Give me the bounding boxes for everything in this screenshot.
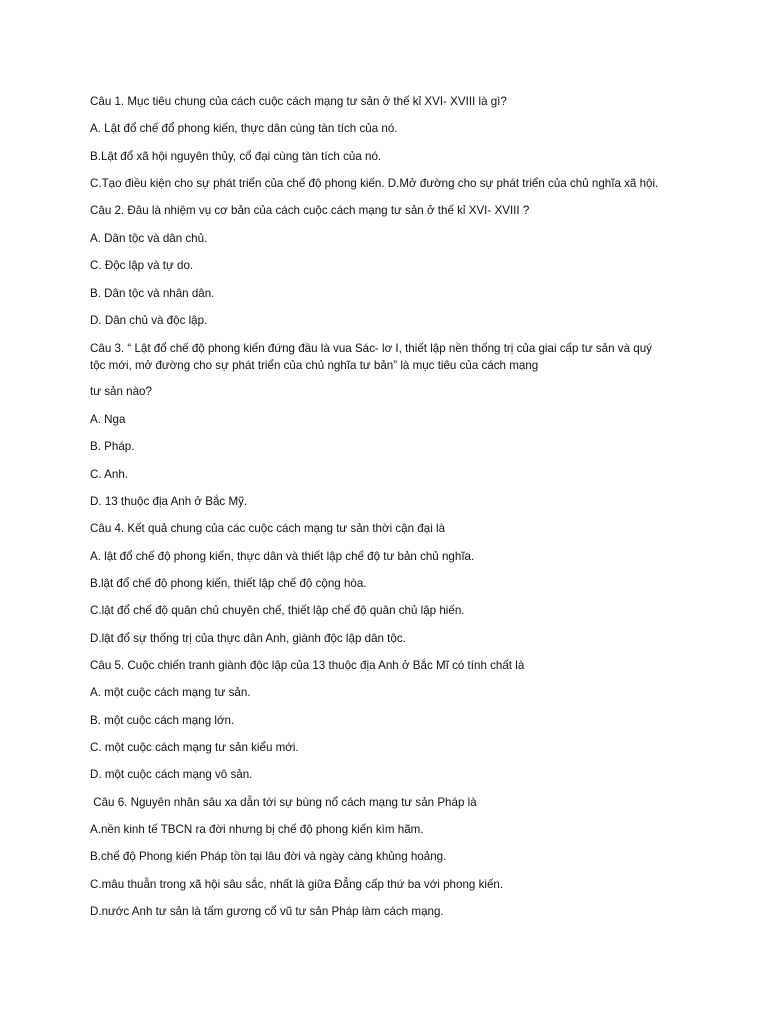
question-4: Câu 4. Kết quả chung của các cuộc cách mạng tư sản thời cận đại là: [90, 522, 446, 535]
answer-1cd: C.Tạo điều kiện cho sự phát triển của chế độ phong kiến. D.Mở đường cho sự phát triển của chủ nghĩa xã hội.: [90, 177, 659, 190]
answer-2b: B. Dân tộc và nhân dân.: [90, 287, 215, 300]
question-3-continued: tư sản nào?: [90, 385, 152, 398]
answer-4a: A. lật đổ chế độ phong kiến, thực dân và thiết lập chế độ tư bản chủ nghĩa.: [90, 550, 475, 563]
answer-4b: B.lật đổ chế độ phong kiến, thiết lập chế độ cộng hòa.: [90, 577, 367, 590]
answer-3c: C. Anh.: [90, 468, 129, 481]
question-1: Câu 1. Mục tiêu chung của cách cuộc cách mạng tư sản ở thế kỉ XVI- XVIII là gì?: [90, 95, 507, 108]
answer-4d: D.lật đổ sự thống trị của thực dân Anh, giành độc lập dân tộc.: [90, 632, 406, 645]
question-2: Câu 2. Đâu là nhiệm vụ cơ bản của cách cuộc cách mạng tư sản ở thế kỉ XVI- XVIII ?: [90, 204, 530, 217]
answer-2a: A. Dân tộc và dân chủ.: [90, 232, 208, 245]
answer-3d: D. 13 thuộc địa Anh ở Bắc Mỹ.: [90, 495, 248, 508]
answer-3a: A. Nga: [90, 413, 126, 426]
question-5: Câu 5. Cuộc chiến tranh giành độc lập của 13 thuộc địa Anh ở Bắc Mĩ có tính chất là: [90, 659, 525, 672]
answer-1a: A. Lật đổ chế đổ phong kiến, thực dân cùng tàn tích của nó.: [90, 122, 398, 135]
answer-5c: C. một cuộc cách mạng tư sản kiểu mới.: [90, 741, 299, 754]
question-6: Câu 6. Nguyên nhân sâu xa dẫn tới sự bùng nổ cách mạng tư sản Pháp là: [90, 796, 477, 809]
answer-5d: D. một cuộc cách mạng vô sản.: [90, 768, 253, 781]
answer-6c: C.mâu thuẫn trong xã hội sâu sắc, nhất là giữa Đẳng cấp thứ ba với phong kiến.: [90, 878, 504, 891]
answer-5a: A. một cuộc cách mạng tư sản.: [90, 686, 251, 699]
answer-6d: D.nước Anh tư sản là tấm gương cổ vũ tư sản Pháp làm cách mạng.: [90, 905, 444, 918]
answer-1b: B.Lật đổ xã hội nguyên thủy, cổ đại cùng tàn tích của nó.: [90, 150, 382, 163]
answer-5b: B. một cuộc cách mạng lớn.: [90, 714, 235, 727]
answer-6a: A.nền kinh tế TBCN ra đời nhưng bị chế độ phong kiến kìm hãm.: [90, 823, 424, 836]
answer-2d: D. Dân chủ và độc lập.: [90, 314, 208, 327]
answer-3b: B. Pháp.: [90, 440, 135, 453]
answer-4c: C.lật đổ chế độ quân chủ chuyên chế, thiết lập chế độ quân chủ lập hiến.: [90, 604, 465, 617]
answer-6b: B.chế độ Phong kiến Pháp tồn tại lâu đời và ngày càng khủng hoảng.: [90, 850, 447, 863]
answer-2c: C. Độc lập và tự do.: [90, 259, 194, 272]
question-3: Câu 3. “ Lật đổ chế độ phong kiến đứng đầu là vua Sác- lơ I, thiết lập nền thống trị của giai cấp tư sản và quý tộc mới, mở đường cho sự phát triển của chủ nghĩa tư bản” là mục tiêu của cách mạng: [90, 342, 652, 372]
